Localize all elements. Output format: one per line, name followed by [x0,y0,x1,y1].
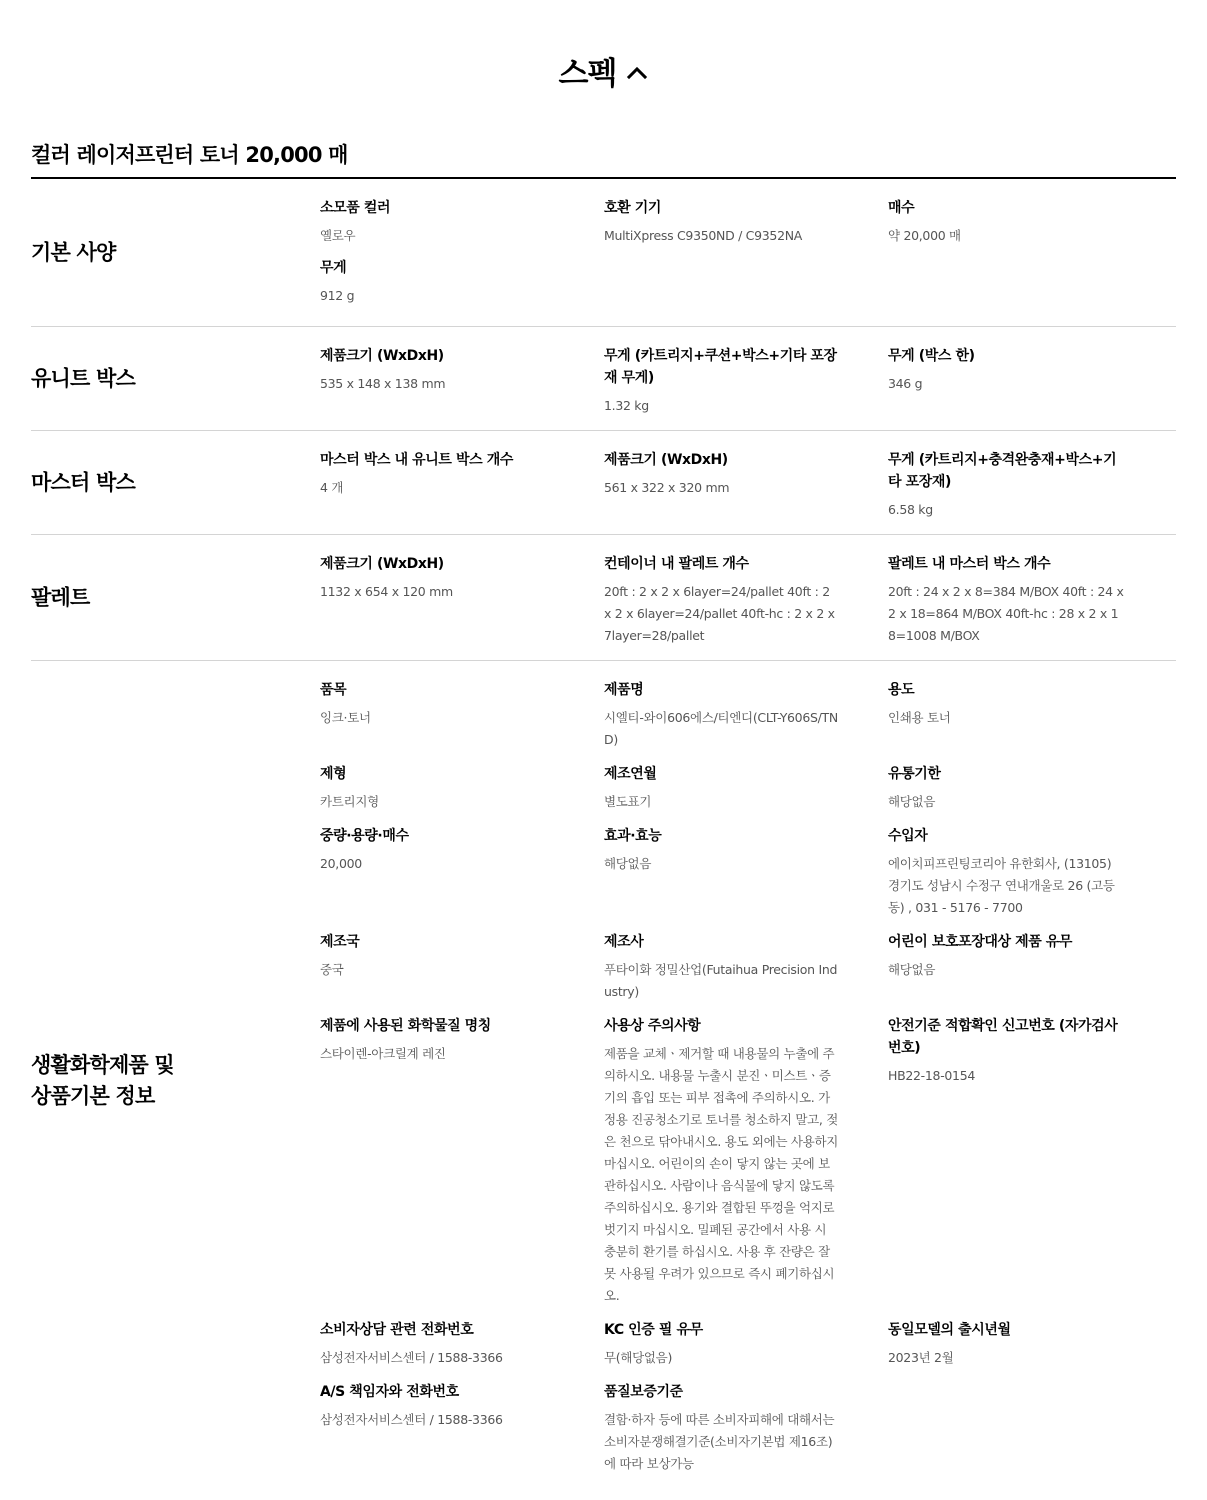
spec-value: 중국 [320,962,344,977]
section-title: 유니트 박스 [31,366,135,390]
spec-label: A/S 책임자와 전화번호 [320,1384,459,1400]
spec-value: 20ft : 2 x 2 x 6layer=24/pallet 40ft : 2 x 2 x 6layer=24/pallet 40ft-hc : 2 x 2 x 7layer=28/pallet [604,584,835,643]
section-pallet [31,535,1176,661]
spec-label: 무게 (카트리지+쿠션+박스+기타 포장재 무게) [604,348,837,386]
spec-value: 20,000 [320,856,362,871]
spec-item [320,449,604,521]
spec-item [604,825,888,919]
spec-value: 912 g [320,288,355,303]
spec-label: 호환 기기 [604,200,661,216]
spec-item [320,1381,604,1475]
spec-value: 옐로우 [320,228,356,243]
spec-value: 제품을 교체ㆍ제거할 때 내용물의 누출에 주의하시오. 내용물 누출시 분진ㆍ미스트ㆍ증기의 흡입 또는 피부 접촉에 주의하시오. 가정용 진공청소기로 토너를 청소하지 말고, 젖은 천으로 닦아내시오. 용도 외에는 사용하지 마십시오. 어린이의 손이 닿지 않는 곳에 보관하십시오. 사람이나 음식물에 닿지 않도록 주의하십시오. 용기와 결합된 뚜껑을 억지로 벗기지 마십시오. 밀폐된 공간에서 사용 시 충분히 환기를 하십시오. 사용 후 잔량은 잘못 사용될 우려가 있으므로 즉시 폐기하십시오. [604,1046,838,1303]
spec-item [320,763,604,813]
spec-label: 어린이 보호포장대상 제품 유무 [888,934,1073,950]
spec-label: 안전기준 적합확인 신고번호 (자가검사번호) [888,1018,1118,1056]
spec-value: 삼성전자서비스센터 / 1588-3366 [320,1350,503,1365]
spec-item [888,449,1172,521]
spec-value: 무(해당없음) [604,1350,673,1365]
spec-value: 535 x 148 x 138 mm [320,376,446,391]
spec-value: HB22-18-0154 [888,1068,976,1083]
spec-value: 해당없음 [604,856,652,871]
spec-item [604,553,888,647]
spec-value: 해당없음 [888,962,936,977]
spec-item [320,1319,604,1369]
spec-label: 제품크기 (WxDxH) [320,556,444,572]
spec-label: 제품명 [604,682,644,698]
spec-value: MultiXpress C9350ND / C9352NA [604,228,803,243]
spec-value: 2023년 2월 [888,1350,954,1365]
spec-item [320,931,604,1003]
spec-value: 4 개 [320,480,344,495]
spec-item [320,553,604,647]
section-title: 기본 사양 [31,240,116,264]
spec-value: 6.58 kg [888,502,933,517]
spec-label: 품목 [320,682,347,698]
spec-item [888,825,1172,919]
spec-item [320,345,604,417]
spec-label: 효과·효능 [604,828,662,844]
spec-label: 수입자 [888,828,928,844]
section-product-info [31,661,1176,1500]
spec-label: 소모품 컬러 [320,200,391,216]
spec-item [604,197,888,247]
spec-label: 제품에 사용된 화학물질 명칭 [320,1018,491,1034]
spec-value: 20ft : 24 x 2 x 8=384 M/BOX 40ft : 24 x 2 x 18=864 M/BOX 40ft-hc : 28 x 2 x 18=1008 M/BOX [888,584,1124,643]
section-unit-box [31,327,1176,431]
spec-item [320,825,604,919]
spec-value: 삼성전자서비스센터 / 1588-3366 [320,1412,503,1427]
spec-item [604,679,888,751]
spec-label: 팔레트 내 마스터 박스 개수 [888,556,1051,572]
spec-item [888,763,1172,813]
spec-label: 제형 [320,766,347,782]
spec-item [604,449,888,521]
spec-label: 사용상 주의사항 [604,1018,701,1034]
spec-value: 스타이렌-아크릴계 레진 [320,1046,446,1061]
spec-value: 1.32 kg [604,398,649,413]
spec-item [604,763,888,813]
spec-item [888,679,1172,751]
spec-label: 컨테이너 내 팔레트 개수 [604,556,749,572]
spec-value: 카트리지형 [320,794,379,809]
spec-label: KC 인증 필 유무 [604,1322,703,1338]
spec-value: 346 g [888,376,923,391]
spec-value: 시엘티-와이606에스/티엔디(CLT-Y606S/TND) [604,710,838,747]
spec-label: 소비자상담 관련 전화번호 [320,1322,474,1338]
spec-label: 동일모델의 출시년월 [888,1322,1011,1338]
spec-value: 잉크·토너 [320,710,371,725]
spec-label: 제조연월 [604,766,657,782]
spec-item [604,345,888,417]
spec-label: 제품크기 (WxDxH) [320,348,444,364]
spec-toggle-button[interactable] [0,48,1207,93]
spec-value: 561 x 322 x 320 mm [604,480,730,495]
spec-value: 1132 x 654 x 120 mm [320,584,453,599]
spec-item [320,197,604,247]
spec-label: 마스터 박스 내 유니트 박스 개수 [320,452,513,468]
spec-label: 중량·용량·매수 [320,828,409,844]
spec-item [604,931,888,1003]
spec-label: 용도 [888,682,915,698]
spec-item [320,679,604,751]
spec-label: 매수 [888,200,915,216]
spec-value: 해당없음 [888,794,936,809]
product-title: 컬러 레이저프린터 토너 20,000 매 [31,143,348,167]
spec-value: 결함·하자 등에 따른 소비자피해에 대해서는 소비자분쟁해결기준(소비자기본법 제16조)에 따라 보상가능 [604,1412,835,1471]
spec-item [888,553,1172,647]
spec-value: 에이치피프린팅코리아 유한회사, (13105) 경기도 성남시 수정구 연내개울로 26 (고등동) , 031 - 5176 - 7700 [888,856,1115,915]
spec-label: 품질보증기준 [604,1384,683,1400]
spec-value: 푸타이화 정밀산업(Futaihua Precision Industry) [604,962,838,999]
spec-label: 제조사 [604,934,644,950]
spec-item [320,1015,604,1307]
spec-item [888,345,1172,417]
section-title: 팔레트 [31,585,90,609]
spec-label: 무게 [320,260,347,276]
section-title: 생활화학제품 및 상품기본 정보 [31,1052,174,1108]
spec-label: 무게 (카트리지+충격완충재+박스+기타 포장재) [888,452,1117,490]
spec-item [604,1015,888,1307]
spec-item [888,197,1172,247]
section-title: 마스터 박스 [31,470,135,494]
spec-value: 약 20,000 매 [888,228,961,243]
spec-label: 유통기한 [888,766,941,782]
spec-label: 제조국 [320,934,360,950]
section-basic-spec [31,179,1176,327]
chevron-up-icon [626,62,648,84]
spec-value: 별도표기 [604,794,652,809]
spec-label: 무게 (박스 한) [888,348,975,364]
spec-title: 스펙 [558,56,617,92]
section-master-box [31,431,1176,535]
spec-item [604,1319,888,1369]
spec-item [888,1319,1172,1369]
spec-item [604,1381,888,1475]
spec-label: 제품크기 (WxDxH) [604,452,728,468]
spec-item [888,931,1172,1003]
spec-item [320,257,604,307]
spec-item [888,1015,1172,1307]
spec-value: 인쇄용 토너 [888,710,951,725]
